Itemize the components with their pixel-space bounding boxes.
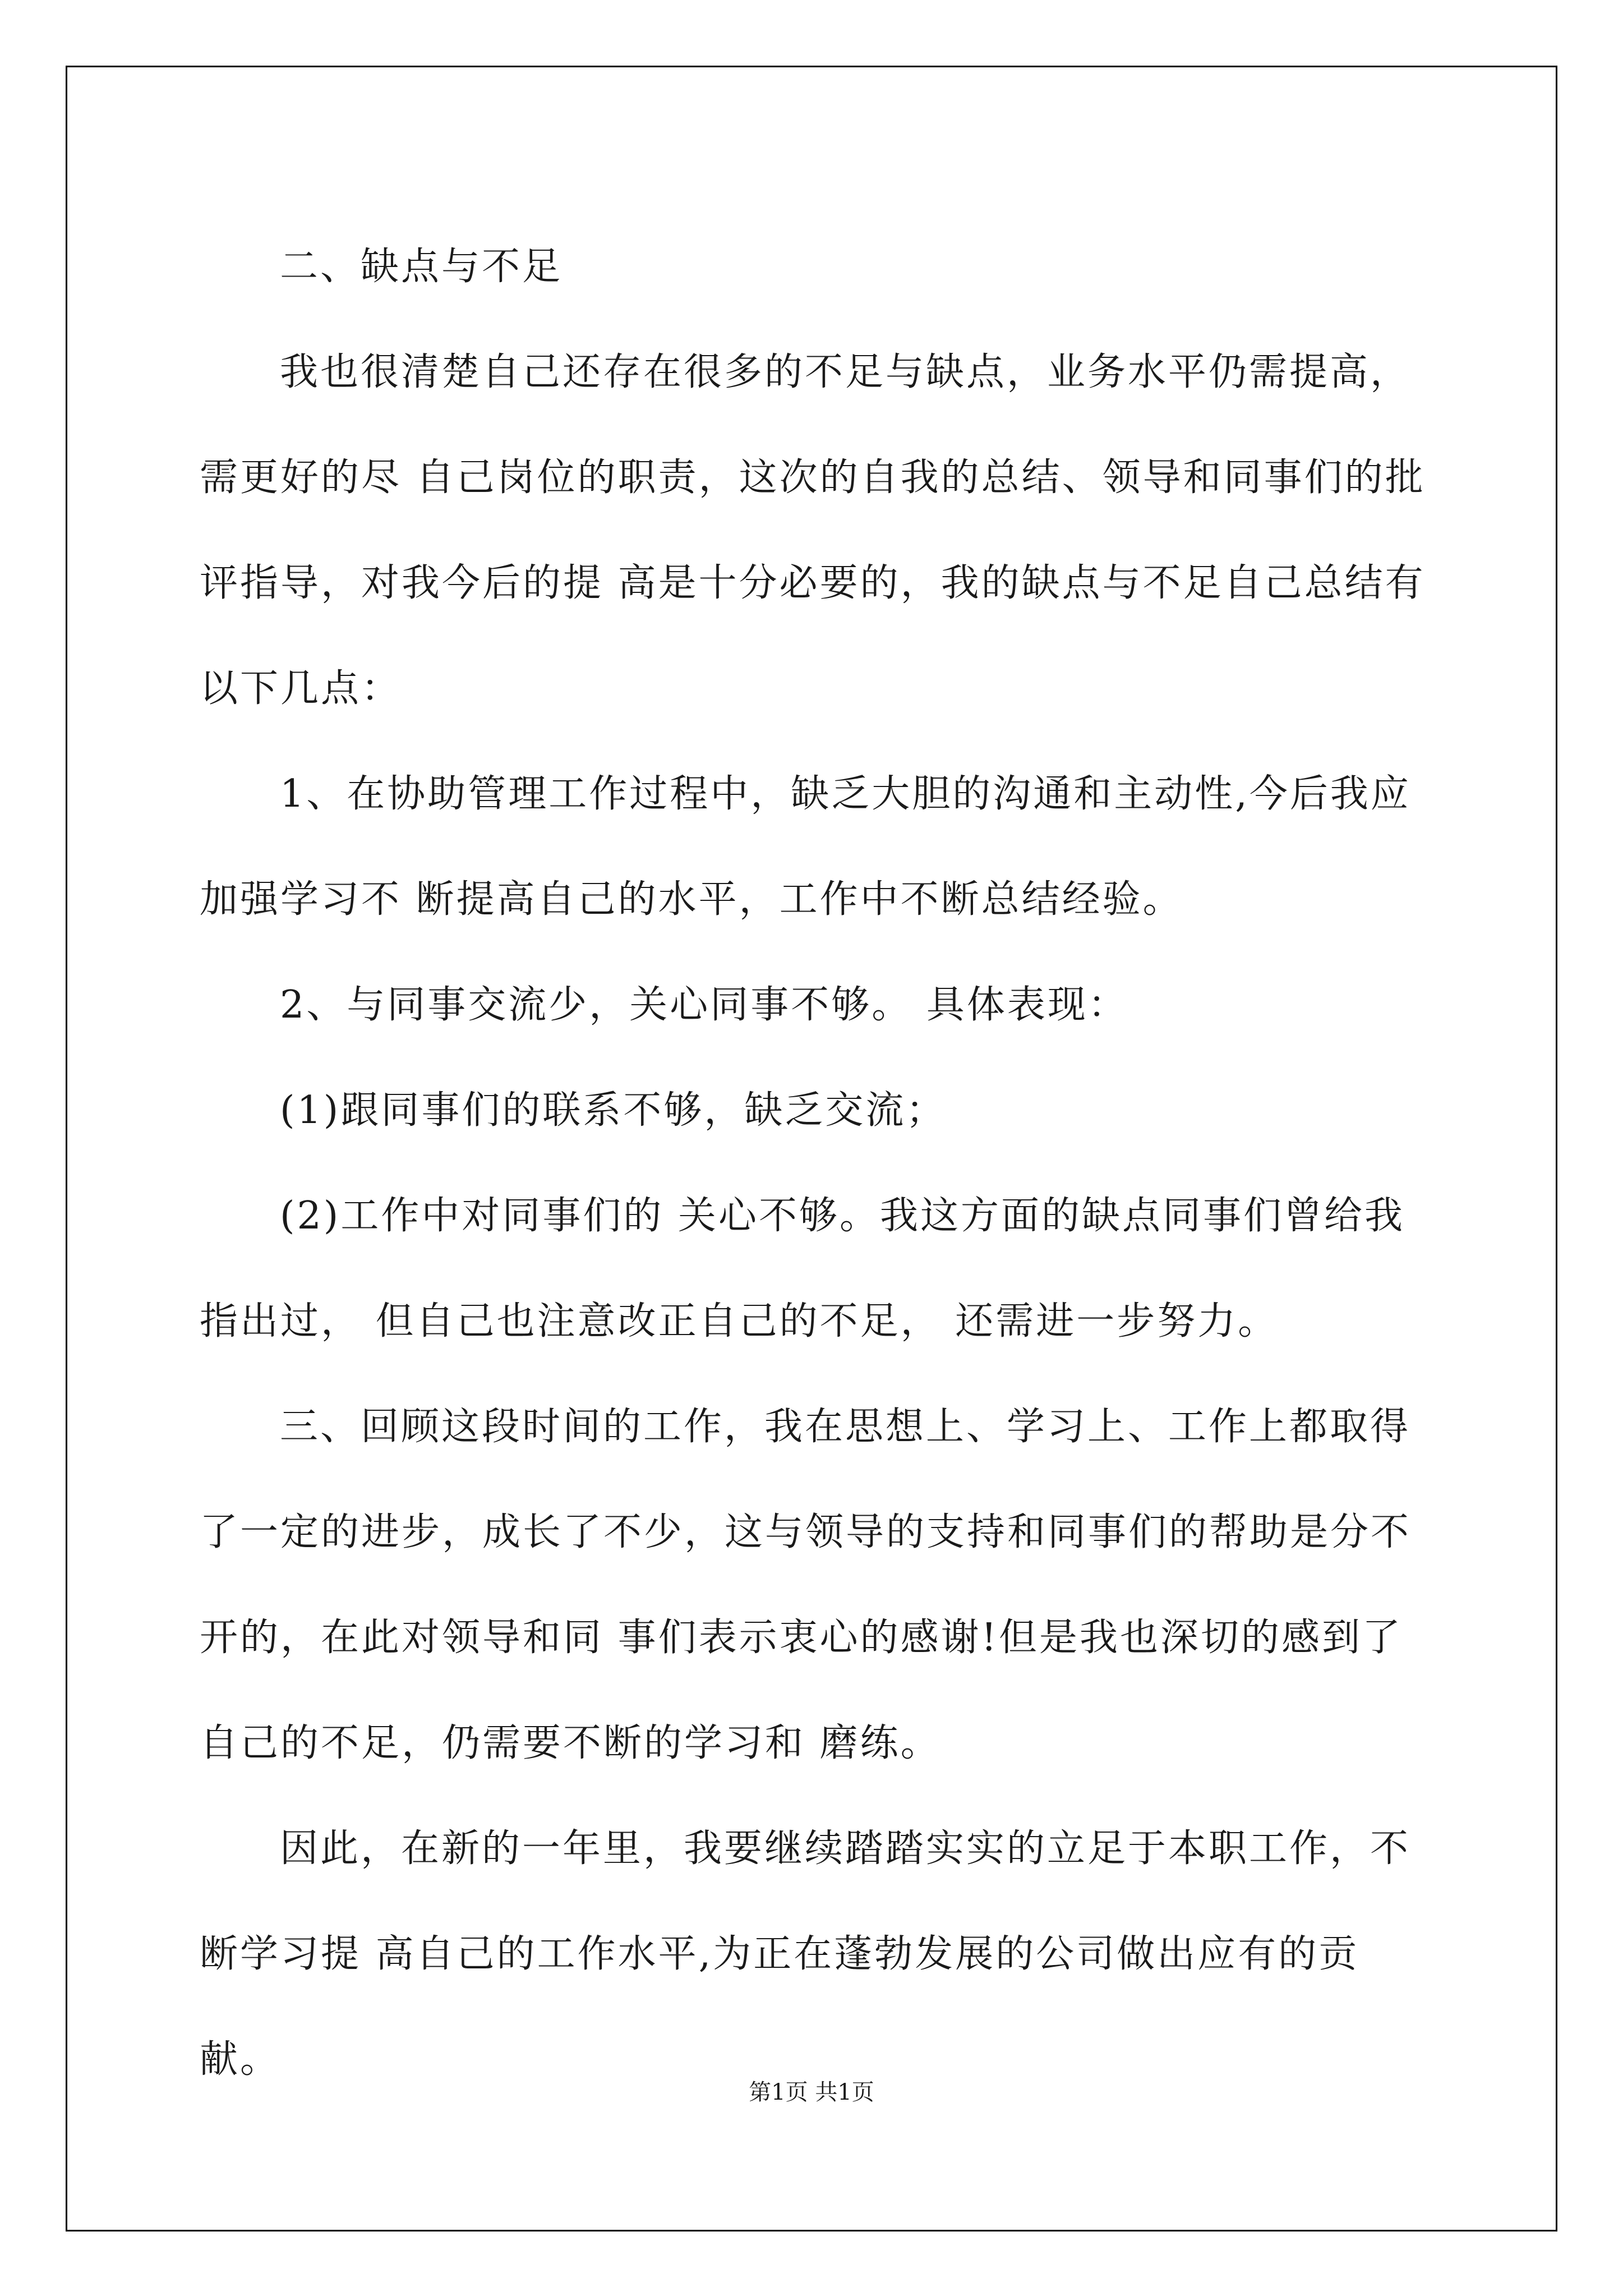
paragraph: 2、与同事交流少，关心同事不够。 具体表现： bbox=[280, 983, 1128, 1027]
document-body bbox=[200, 214, 1433, 2113]
paragraph: (1)跟同事们的联系不够，缺乏交流； bbox=[280, 1088, 947, 1133]
paragraph: 因此，在新的一年里，我要继续踏踏实实的立足于本职工作，不断学习提 高自己的工作水平,为正在蓬勃发展的公司做出应有的贡献。 bbox=[200, 1826, 1411, 2082]
paragraph-section-heading: 二、缺点与不足 bbox=[280, 245, 563, 289]
paragraph: 三、回顾这段时间的工作，我在思想上、学习上、工作上都取得了一定的进步，成长了不少，这与领导的支持和同事们的帮助是分不开的，在此对领导和同 事们表示衷心的感谢!但是我也深切的感到了自己的不足，仍需要不断的学习和 磨练。 bbox=[200, 1405, 1412, 1765]
page-footer: 第1页 共1页 bbox=[749, 2079, 874, 2105]
paragraph: 我也很清楚自己还存在很多的不足与缺点，业务水平仍需提高，需更好的尽 自己岗位的职责，这次的自我的总结、领导和同事们的批评指导，对我今后的提 高是十分必要的，我的缺点与不足自己总结有以下几点： bbox=[200, 350, 1426, 711]
paragraph: (2)工作中对同事们的 关心不够。我这方面的缺点同事们曾给我指出过， 但自己也注意改正自己的不足， 还需进一步努力。 bbox=[200, 1194, 1405, 1343]
paragraph: 1、在协助管理工作过程中，缺乏大胆的沟通和主动性,今后我应加强学习不 断提高自己的水平，工作中不断总结经验。 bbox=[200, 772, 1411, 922]
